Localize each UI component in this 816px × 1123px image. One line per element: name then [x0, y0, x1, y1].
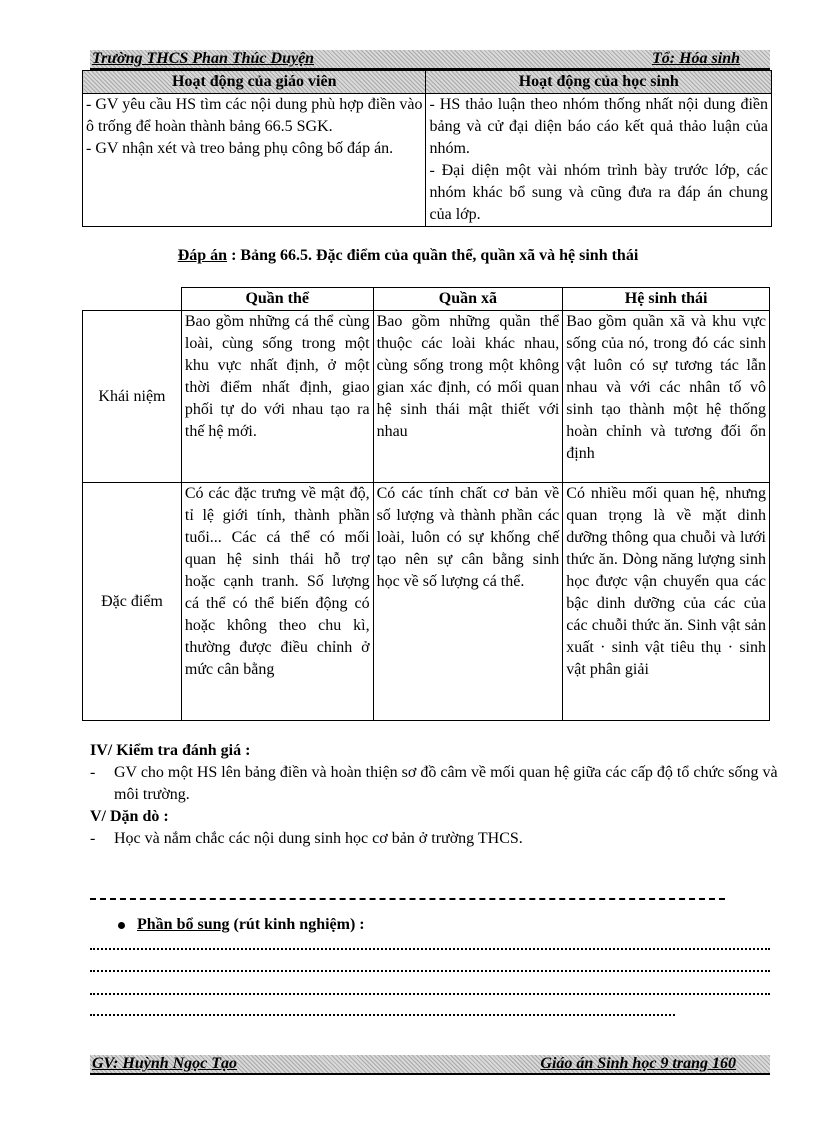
- department-name: Tổ: Hóa sinh: [651, 50, 740, 67]
- student-activity-2: - Đại diện một vài nhóm trình bày trước lớp, các nhóm khác bổ sung và cũng đưa ra đáp án chung của lớp.: [429, 162, 768, 223]
- cell-features-population: Có các đặc trưng về mật độ, tỉ lệ giới tính, thành phần tuổi... Các cá thể có mối quan hệ sinh thái hỗ trợ hoặc cạnh tranh. Số lượng cá thể có thể biến động có hoặc không theo chu kì, thường được điều chỉnh ở mức cân bằng: [181, 483, 373, 721]
- teacher-activity-cell: [83, 94, 426, 227]
- table-corner: [83, 288, 182, 311]
- assessment-text: GV cho một HS lên bảng điền và hoàn thiện sơ đồ câm về mối quan hệ giữa các cấp độ tổ chức sống và môi trường.: [114, 764, 778, 803]
- dashed-separator: [90, 898, 725, 900]
- school-name: Trường THCS Phan Thúc Duyện: [92, 50, 315, 67]
- bullet-dot-icon: [118, 922, 125, 929]
- row-label-features: Đặc điểm: [83, 483, 182, 721]
- page-info: Giáo án Sinh học 9 trang 160: [540, 1055, 736, 1072]
- section-assessment: [90, 740, 780, 850]
- teacher-column-header: Hoạt động của giáo viên: [83, 71, 426, 94]
- header-community: Quần xã: [373, 288, 563, 311]
- comparison-table: [82, 287, 770, 721]
- homework-bullet: [90, 828, 780, 850]
- dash-marker: -: [90, 764, 96, 781]
- page-header: [90, 50, 770, 70]
- dash-marker: -: [90, 830, 96, 847]
- supplement-suffix: (rút kinh nghiệm) :: [229, 916, 365, 933]
- row-label-concept: Khái niệm: [83, 311, 182, 483]
- teacher-name: GV: Huỳnh Ngọc Tạo: [92, 1055, 238, 1072]
- cell-concept-population: Bao gồm những cá thể cùng loài, cùng sống trong một khu vực nhất định, ở một thời điểm nhất định, giao phối tự do với nhau tạo ra thế hệ mới.: [181, 311, 373, 483]
- answer-label: Đáp án: [177, 247, 228, 264]
- page-footer: [90, 1055, 770, 1075]
- student-activity-cell: [426, 94, 772, 227]
- cell-concept-community: Bao gồm những quần thể thuộc các loài khác nhau, cùng sống trong một không gian xác định, có mối quan hệ sinh thái mật thiết với nhau: [373, 311, 563, 483]
- homework-heading: V/ Dặn dò :: [90, 808, 169, 825]
- assessment-bullet: [90, 762, 780, 806]
- assessment-heading: IV/ Kiểm tra đánh giá :: [90, 742, 251, 759]
- cell-features-community: Có các tính chất cơ bản về số lượng và thành phần các loài, luôn có sự khống chế tạo nên sự cân bằng sinh học về số lượng cá thể.: [373, 483, 563, 721]
- table-row: [83, 483, 770, 721]
- cell-concept-ecosystem: Bao gồm quần xã và khu vực sống của nó, trong đó các sinh vật luôn có sự tương tác lẫn nhau và với các nhân tố vô sinh tạo thành một hệ thống hoàn chỉnh và tương đối ổn định: [563, 311, 770, 483]
- dotted-writing-line: [90, 993, 770, 995]
- teacher-activity-2: - GV nhận xét và treo bảng phụ công bố đáp án.: [86, 140, 394, 157]
- table-row: [83, 311, 770, 483]
- answer-caption: [0, 246, 816, 266]
- header-population: Quần thể: [181, 288, 373, 311]
- supplement-heading: [118, 914, 365, 936]
- header-ecosystem: Hệ sinh thái: [563, 288, 770, 311]
- dotted-writing-line: [90, 948, 770, 950]
- cell-features-ecosystem: Có nhiều mối quan hệ, nhưng quan trọng là về mặt dinh dưỡng thông qua chuỗi và lưới thức ăn. Dòng năng lượng sinh học được vận chuyển qua các bậc dinh dưỡng của các của các chuỗi thức ăn. Sinh vật sản xuất · sinh vật tiêu thụ · sinh vật phân giải: [563, 483, 770, 721]
- teacher-activity-1: - GV yêu cầu HS tìm các nội dung phù hợp điền vào ô trống để hoàn thành bảng 66.5 SGK.: [86, 96, 423, 135]
- supplement-label: Phần bổ sung: [137, 916, 230, 933]
- student-activity-1: - HS thảo luận theo nhóm thống nhất nội dung điền bảng và cử đại diện báo cáo kết quả thảo luận của nhóm.: [429, 96, 768, 157]
- answer-title: : Bảng 66.5. Đặc điểm của quần thể, quần xã và hệ sinh thái: [227, 247, 639, 264]
- homework-text: Học và nắm chắc các nội dung sinh học cơ bản ở trường THCS.: [114, 830, 523, 847]
- student-column-header: Hoạt động của học sinh: [426, 71, 772, 94]
- dotted-writing-line: [90, 970, 770, 972]
- activities-table: [82, 70, 772, 227]
- dotted-writing-line: [90, 1014, 675, 1016]
